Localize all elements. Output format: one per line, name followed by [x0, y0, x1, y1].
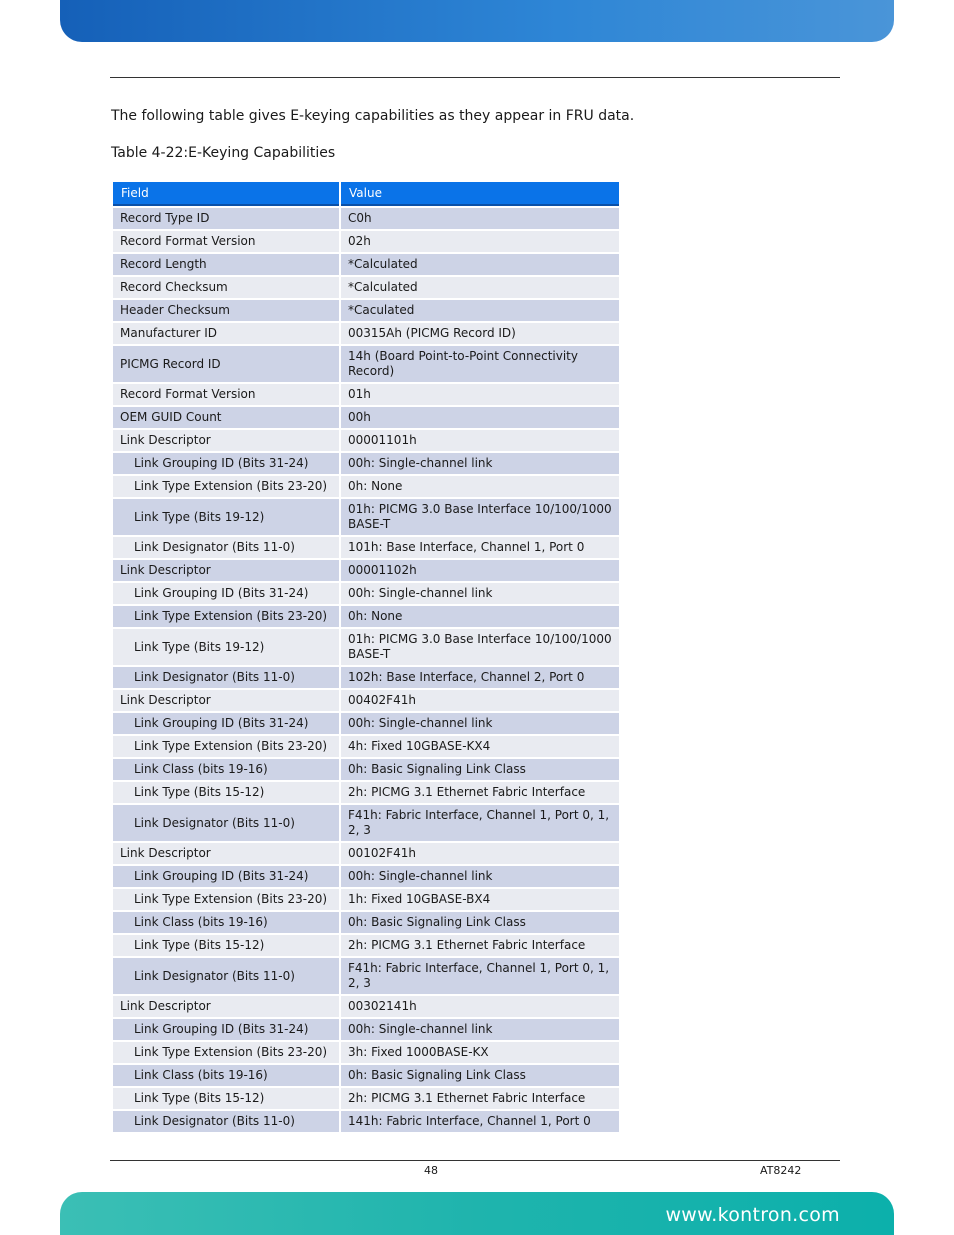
table-row — [113, 277, 619, 298]
field-cell: Link Type Extension (Bits 23-20) — [113, 476, 339, 497]
field-cell: Link Class (bits 19-16) — [113, 912, 339, 933]
e-keying-table — [111, 180, 621, 1134]
table-row — [113, 1019, 619, 1040]
field-cell: Link Type Extension (Bits 23-20) — [113, 1042, 339, 1063]
field-cell: Link Designator (Bits 11-0) — [113, 1111, 339, 1132]
field-cell: Link Class (bits 19-16) — [113, 1065, 339, 1086]
value-cell: *Caculated — [341, 300, 619, 321]
table-row — [113, 560, 619, 581]
value-cell: 101h: Base Interface, Channel 1, Port 0 — [341, 537, 619, 558]
value-cell: 00001101h — [341, 430, 619, 451]
field-cell: Record Format Version — [113, 384, 339, 405]
table-header-row — [113, 182, 619, 206]
value-cell: 00h: Single-channel link — [341, 713, 619, 734]
field-cell: Link Type (Bits 15-12) — [113, 782, 339, 803]
table-row — [113, 866, 619, 887]
table-row — [113, 759, 619, 780]
value-cell: 00402F41h — [341, 690, 619, 711]
table-row — [113, 889, 619, 910]
table-row — [113, 407, 619, 428]
field-cell: Link Descriptor — [113, 430, 339, 451]
field-cell: Manufacturer ID — [113, 323, 339, 344]
value-cell: 0h: None — [341, 606, 619, 627]
value-cell: 0h: Basic Signaling Link Class — [341, 759, 619, 780]
field-cell: Link Descriptor — [113, 996, 339, 1017]
field-cell: Record Checksum — [113, 277, 339, 298]
value-cell: 00h: Single-channel link — [341, 1019, 619, 1040]
value-cell: 14h (Board Point-to-Point Connectivity Record) — [341, 346, 619, 382]
field-cell: Link Descriptor — [113, 690, 339, 711]
column-header-field: Field — [113, 182, 339, 206]
page-number: 48 — [424, 1164, 438, 1177]
field-cell: Record Format Version — [113, 231, 339, 252]
table-body — [113, 208, 619, 1132]
value-cell: 00h: Single-channel link — [341, 866, 619, 887]
field-cell: Link Grouping ID (Bits 31-24) — [113, 1019, 339, 1040]
field-cell: Link Grouping ID (Bits 31-24) — [113, 713, 339, 734]
table-row — [113, 1042, 619, 1063]
table-row — [113, 606, 619, 627]
table-row — [113, 1088, 619, 1109]
value-cell: 2h: PICMG 3.1 Ethernet Fabric Interface — [341, 782, 619, 803]
field-cell: Record Length — [113, 254, 339, 275]
table-row — [113, 805, 619, 841]
field-cell: Link Type (Bits 19-12) — [113, 499, 339, 535]
value-cell: 00h — [341, 407, 619, 428]
table-row — [113, 537, 619, 558]
column-header-value: Value — [341, 182, 619, 206]
bottom-banner — [60, 1192, 894, 1235]
table-row — [113, 690, 619, 711]
website-link[interactable]: www.kontron.com — [665, 1204, 840, 1226]
table-row — [113, 736, 619, 757]
value-cell: 00001102h — [341, 560, 619, 581]
field-cell: Link Type (Bits 15-12) — [113, 935, 339, 956]
table-row — [113, 935, 619, 956]
table-row — [113, 453, 619, 474]
table-row — [113, 346, 619, 382]
field-cell: Link Grouping ID (Bits 31-24) — [113, 866, 339, 887]
field-cell: Link Designator (Bits 11-0) — [113, 537, 339, 558]
field-cell: Link Type Extension (Bits 23-20) — [113, 606, 339, 627]
document-id: AT8242 — [760, 1164, 802, 1177]
field-cell: Link Grouping ID (Bits 31-24) — [113, 583, 339, 604]
value-cell: 0h: Basic Signaling Link Class — [341, 912, 619, 933]
footer-rule — [110, 1160, 840, 1161]
value-cell: 02h — [341, 231, 619, 252]
table-row — [113, 323, 619, 344]
table-row — [113, 1111, 619, 1132]
table-row — [113, 843, 619, 864]
top-banner — [60, 0, 894, 42]
value-cell: 0h: None — [341, 476, 619, 497]
value-cell: C0h — [341, 208, 619, 229]
field-cell: Link Class (bits 19-16) — [113, 759, 339, 780]
table-row — [113, 782, 619, 803]
value-cell: 00102F41h — [341, 843, 619, 864]
table-row — [113, 667, 619, 688]
field-cell: Link Type Extension (Bits 23-20) — [113, 736, 339, 757]
field-cell: Link Descriptor — [113, 560, 339, 581]
value-cell: 4h: Fixed 10GBASE-KX4 — [341, 736, 619, 757]
value-cell: F41h: Fabric Interface, Channel 1, Port 0, 1, 2, 3 — [341, 958, 619, 994]
field-cell: Link Descriptor — [113, 843, 339, 864]
field-cell: Link Designator (Bits 11-0) — [113, 667, 339, 688]
field-cell: Link Designator (Bits 11-0) — [113, 958, 339, 994]
value-cell: 01h: PICMG 3.0 Base Interface 10/100/1000 BASE-T — [341, 629, 619, 665]
table-row — [113, 912, 619, 933]
value-cell: 0h: Basic Signaling Link Class — [341, 1065, 619, 1086]
field-cell: Record Type ID — [113, 208, 339, 229]
table-row — [113, 430, 619, 451]
value-cell: 00302141h — [341, 996, 619, 1017]
value-cell: F41h: Fabric Interface, Channel 1, Port 0, 1, 2, 3 — [341, 805, 619, 841]
value-cell: 00h: Single-channel link — [341, 583, 619, 604]
table-row — [113, 583, 619, 604]
table-row — [113, 1065, 619, 1086]
table-row — [113, 996, 619, 1017]
header-rule — [110, 77, 840, 78]
table-row — [113, 499, 619, 535]
field-cell: Link Type Extension (Bits 23-20) — [113, 889, 339, 910]
value-cell: 01h — [341, 384, 619, 405]
table-caption: Table 4-22:E-Keying Capabilities — [111, 145, 336, 161]
intro-paragraph: The following table gives E-keying capabilities as they appear in FRU data. — [111, 108, 635, 124]
field-cell: Link Type (Bits 19-12) — [113, 629, 339, 665]
field-cell: Link Designator (Bits 11-0) — [113, 805, 339, 841]
table-row — [113, 208, 619, 229]
value-cell: 2h: PICMG 3.1 Ethernet Fabric Interface — [341, 1088, 619, 1109]
value-cell: 00315Ah (PICMG Record ID) — [341, 323, 619, 344]
field-cell: Link Type (Bits 15-12) — [113, 1088, 339, 1109]
field-cell: OEM GUID Count — [113, 407, 339, 428]
value-cell: 1h: Fixed 10GBASE-BX4 — [341, 889, 619, 910]
table-row — [113, 300, 619, 321]
table-row — [113, 476, 619, 497]
table-row — [113, 713, 619, 734]
table-row — [113, 384, 619, 405]
table-row — [113, 254, 619, 275]
value-cell: 141h: Fabric Interface, Channel 1, Port 0 — [341, 1111, 619, 1132]
value-cell: *Calculated — [341, 254, 619, 275]
value-cell: 01h: PICMG 3.0 Base Interface 10/100/1000 BASE-T — [341, 499, 619, 535]
value-cell: 00h: Single-channel link — [341, 453, 619, 474]
field-cell: PICMG Record ID — [113, 346, 339, 382]
table-row — [113, 231, 619, 252]
table-row — [113, 629, 619, 665]
value-cell: 102h: Base Interface, Channel 2, Port 0 — [341, 667, 619, 688]
table-row — [113, 958, 619, 994]
field-cell: Header Checksum — [113, 300, 339, 321]
field-cell: Link Grouping ID (Bits 31-24) — [113, 453, 339, 474]
value-cell: 3h: Fixed 1000BASE-KX — [341, 1042, 619, 1063]
value-cell: 2h: PICMG 3.1 Ethernet Fabric Interface — [341, 935, 619, 956]
value-cell: *Calculated — [341, 277, 619, 298]
